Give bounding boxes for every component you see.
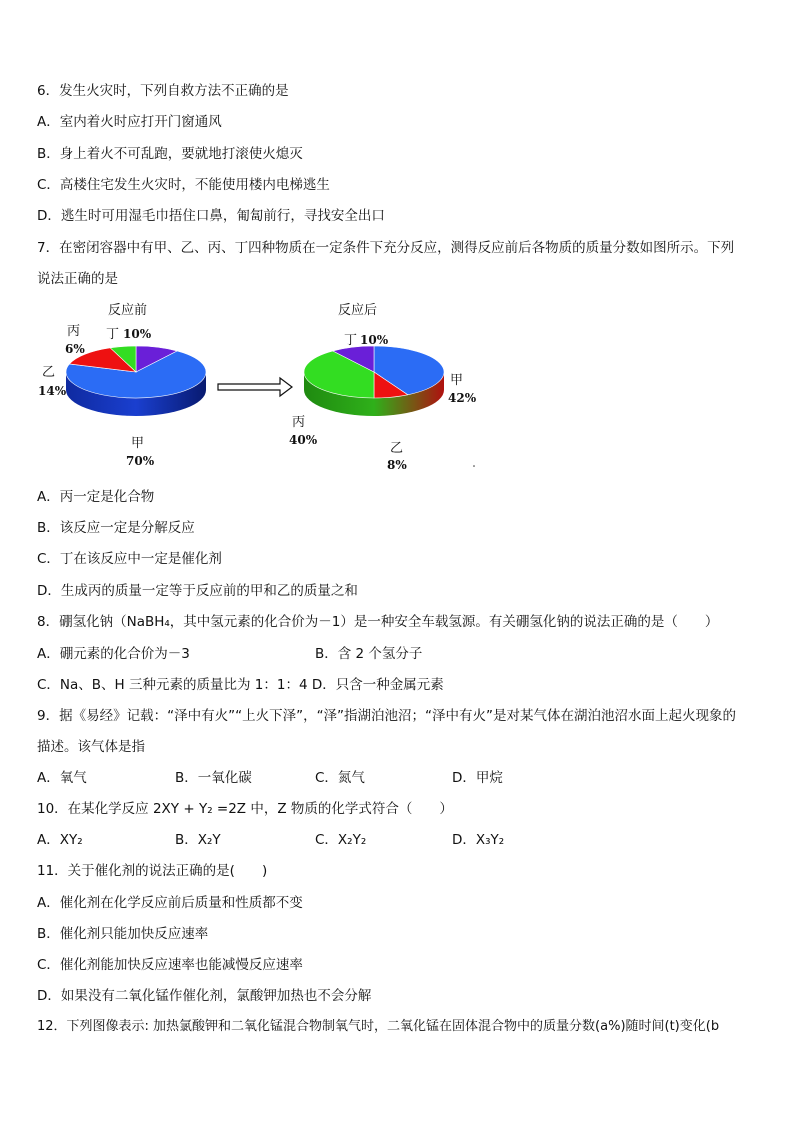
q11-option-b: B．催化剂只能加快反应速率 (37, 926, 209, 942)
q10-stem: 10．在某化学反应 2XY + Y₂ =2Z 中，Z 物质的化学式符合（ ） (37, 801, 453, 817)
pie-before-label-bing: 丙 (67, 324, 81, 339)
q7-pie-chart-figure (30, 292, 490, 477)
pie-after-label-ding: 丁 (344, 333, 358, 348)
pie-before-label-ding: 丁 (106, 327, 120, 342)
q9-option-d: D．甲烷 (452, 770, 503, 786)
q8-option-a: A．硼元素的化合价为－3 (37, 646, 190, 662)
q6-option-d: D．逃生时可用湿毛巾捂住口鼻，匍匐前行，寻找安全出口 (37, 208, 385, 224)
pie-before-pct-yi: 14% (38, 384, 67, 398)
pie-after-pct-yi: 8% (387, 458, 407, 472)
q9-stem-line2: 描述。该气体是指 (37, 739, 145, 755)
q7-option-d: D．生成丙的质量一定等于反应前的甲和乙的质量之和 (37, 583, 358, 599)
pie-after-pct-ding: 10% (360, 333, 389, 347)
q12-stem: 12．下列图像表示: 加热氯酸钾和二氧化锰混合物制氧气时，二氧化锰在固体混合物中的质量分数(a%)随时间(t)变化(b (37, 1019, 720, 1034)
pie-before-pct-ding: 10% (123, 327, 152, 341)
q11-option-d: D．如果没有二氧化锰作催化剂，氯酸钾加热也不会分解 (37, 988, 372, 1004)
pie-after-pct-bing: 40% (289, 433, 318, 447)
q10-option-d: D．X₃Y₂ (452, 832, 505, 848)
q8-stem: 8．硼氢化钠（NaBH₄，其中氢元素的化合价为－1）是一种安全车载氢源。有关硼氢化钠的说法正确的是（ ） (37, 614, 719, 630)
q7-option-a: A．丙一定是化合物 (37, 489, 155, 505)
q6-option-c: C．高楼住宅发生火灾时，不能使用楼内电梯逃生 (37, 177, 330, 193)
q10-option-a: A．XY₂ (37, 832, 83, 848)
pie-after-title: 反应后 (338, 303, 378, 318)
pie-before-pct-jia: 70% (126, 454, 155, 468)
q9-option-a: A．氧气 (37, 770, 87, 786)
reaction-arrow (218, 378, 292, 396)
pie-before-label-yi: 乙 (42, 365, 56, 380)
q6-option-a: A．室内着火时应打开门窗通风 (37, 114, 222, 130)
pie-before-pct-bing: 6% (65, 342, 85, 356)
pie-after-label-bing: 丙 (292, 415, 306, 430)
q9-option-b: B．一氧化碳 (175, 770, 252, 786)
pie-after (289, 302, 477, 472)
q9-stem-line1: 9．据《易经》记载：“泽中有火”“上火下泽”，“泽”指湖泊池沼；“泽中有火”是对某气体在湖泊池沼水面上起火现象的 (37, 708, 737, 724)
stray-dot (473, 465, 475, 467)
q11-option-c: C．催化剂能加快反应速率也能减慢反应速率 (37, 957, 303, 973)
q11-stem: 11．关于催化剂的说法正确的是( ) (37, 863, 268, 879)
q6-stem: 6．发生火灾时，下列自救方法不正确的是 (37, 83, 289, 99)
q6-option-b: B．身上着火不可乱跑，要就地打滚使火熄灭 (37, 146, 303, 162)
pie-before (38, 302, 206, 468)
pie-after-label-yi: 乙 (390, 441, 404, 456)
pie-before-label-jia: 甲 (131, 436, 145, 451)
q11-option-a: A．催化剂在化学反应前后质量和性质都不变 (37, 895, 303, 911)
q8-option-b: B．含 2 个氢分子 (315, 646, 423, 662)
q7-stem-line1: 7．在密闭容器中有甲、乙、丙、丁四种物质在一定条件下充分反应，测得反应前后各物质的质量分数如图所示。下列 (37, 240, 735, 256)
q9-option-c: C．氮气 (315, 770, 365, 786)
q10-option-c: C．X₂Y₂ (315, 832, 367, 848)
q7-option-c: C．丁在该反应中一定是催化剂 (37, 551, 222, 567)
pie-after-pct-jia: 42% (448, 391, 477, 405)
pie-before-title: 反应前 (108, 303, 148, 318)
q7-stem-line2: 说法正确的是 (37, 271, 118, 287)
q7-option-b: B．该反应一定是分解反应 (37, 520, 195, 536)
pie-after-label-jia: 甲 (450, 373, 464, 388)
q8-options-cd: C．Na、B、H 三种元素的质量比为 1：1：4 D．只含一种金属元素 (37, 677, 444, 693)
q10-option-b: B．X₂Y (175, 832, 221, 848)
